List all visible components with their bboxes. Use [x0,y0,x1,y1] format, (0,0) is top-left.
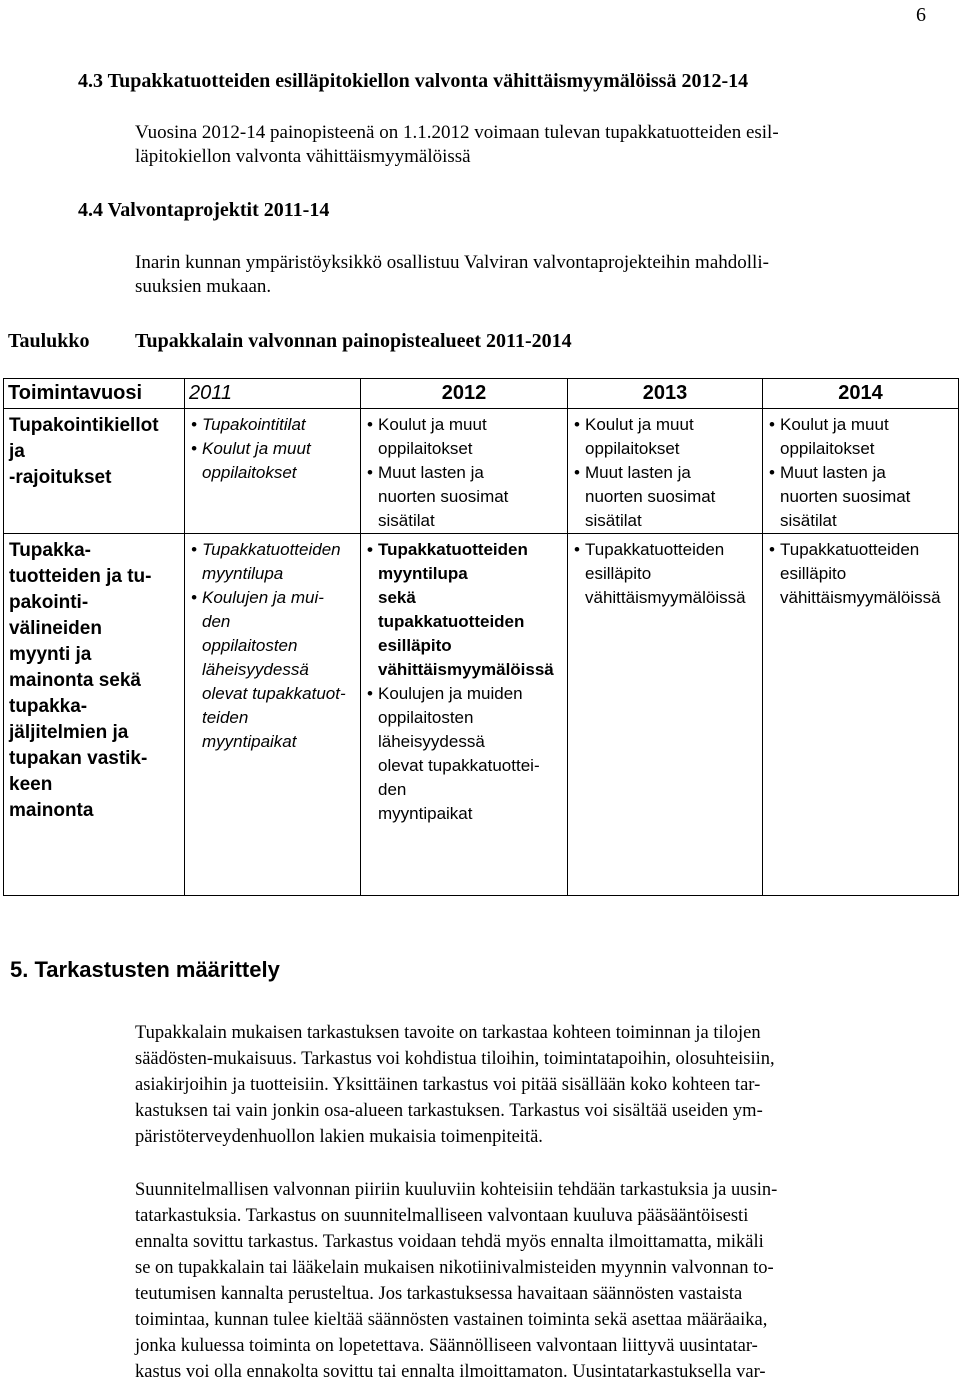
row-head-line: mainonta [9,800,94,821]
row-head-line: -rajoitukset [9,467,112,488]
row-head-line: Tupakointikiellot [9,415,159,436]
paragraph-line: toimintaa, kunnan tulee kieltää säännösten vastainen toiminta sekä asettaa määräaika, [135,1310,768,1330]
cell-2011 [185,534,361,896]
bullet-item: • Tupakointitilat [191,413,356,437]
row-head-line: ja [9,441,25,462]
bullet-item: • Muut lasten ja nuorten suosimat sisätilat [367,461,563,533]
row-head-line: tupakka- [9,696,88,717]
paragraph-line: tatarkastuksia. Tarkastus on suunnitelmalliseen valvontaan kuuluva pääsääntöisesti [135,1206,749,1226]
section-5-paragraph-1 [135,1020,775,1150]
row-head-line: tuotteiden ja tu- [9,566,152,587]
cell-2014 [763,409,959,534]
paragraph-line: kastuksen tai vain jonkin osa-alueen tarkastuksen. Tarkastus voi sisältää useiden ym- [135,1101,763,1121]
section-4-3-line: Vuosina 2012-14 painopisteenä on 1.1.2012 voimaan tulevan tupakkatuotteiden esil- [135,122,779,143]
paragraph-line: päristöterveydenhuollon lakien mukaisia toimenpiteitä. [135,1127,543,1147]
paragraph-line: asiakirjoihin ja tuotteisiin. Yksittäinen tarkastus voi pitää sisällään koko kohteen tar- [135,1075,761,1095]
paragraph-line: säädösten-mukaisuus. Tarkastus voi kohdistua tiloihin, toimintatapoihin, olosuhteisiin, [135,1049,775,1069]
bullet-item: • Tupakkatuotteiden myyntilupa [191,538,356,586]
paragraph-line: ennalta sovittu tarkastus. Tarkastus voidaan tehdä myös ennalta ilmoittamatta, mikäli [135,1232,764,1252]
header-cell-year-label: Toimintavuosi [4,379,185,409]
row-head-line: jäljitelmien ja [9,722,129,743]
focus-areas-table [3,378,959,896]
bullet-item: • Tupakkatuotteiden esilläpito vähittäismyymälöissä [574,538,758,610]
row-head-line: tupakan vastik- [9,748,148,769]
section-5-paragraph-2 [135,1177,777,1385]
row-head-line: välineiden [9,618,102,639]
section-4-3-line: läpitokiellon valvonta vähittäismyymälöissä [135,145,471,167]
row-head-line: mainonta sekä [9,670,141,691]
cell-2012 [361,409,568,534]
table-caption-title: Tupakkalain valvonnan painopistealueet 2011-2014 [135,330,572,352]
row-head-line: Tupakka- [9,540,92,561]
cell-2012 [361,534,568,896]
table-caption-label: Taulukko [8,330,90,352]
cell-2011 [185,409,361,534]
header-cell-2013: 2013 [568,379,763,409]
bullet-item: • Koulujen ja mui- den oppilaitosten läheisyydessä olevat tupakkatuot- teiden myyntipaikat [191,586,356,754]
row-head-line: keen [9,774,53,795]
cell-2014 [763,534,959,896]
table-row-smoking-bans [4,409,959,534]
paragraph-line: kastus voi olla ennakolta sovittu tai ennalta ilmoittamaton. Uusintatarkastuksella var- [135,1362,766,1382]
paragraph-line: Tupakkalain mukaisen tarkastuksen tavoite on tarkastaa kohteen toiminnan ja tilojen [135,1023,761,1043]
cell-2013 [568,409,763,534]
section-5-heading: 5. Tarkastusten määrittely [10,957,280,982]
section-4-3-body [135,121,779,168]
bullet-item: • Tupakkatuotteiden myyntilupa sekä tupakkatuotteiden esilläpito vähittäismyymälöissä [367,538,563,682]
bullet-item: • Koulut ja muut oppilaitokset [191,437,356,485]
row-head-cell [4,534,185,896]
cell-2013 [568,534,763,896]
table-row-sales-marketing [4,534,959,896]
section-4-4-heading: 4.4 Valvontaprojektit 2011-14 [78,199,330,221]
section-4-4-line: suuksien mukaan. [135,275,272,297]
bullet-item: • Koulujen ja muiden oppilaitosten läheisyydessä olevat tupakkatuottei- den myyntipaikat [367,682,563,826]
page-number: 6 [916,4,926,26]
row-head-line: myynti ja [9,644,92,665]
paragraph-line: Suunnitelmallisen valvonnan piiriin kuuluviin kohteisiin tehdään tarkastuksia ja uusin- [135,1180,778,1200]
section-4-4-body [135,251,769,298]
paragraph-line: jonka kuluessa toiminta on lopetettava. Säännölliseen valvontaan liittyvä uusintatar- [135,1336,758,1356]
paragraph-line: teutumisen kannalta perusteltua. Jos tarkastuksessa havaitaan säännösten vastaista [135,1284,743,1304]
header-cell-2011: 2011 [185,379,361,409]
table-header-row [4,379,959,409]
header-cell-2014: 2014 [763,379,959,409]
bullet-item: • Muut lasten ja nuorten suosimat sisätilat [769,461,954,533]
section-4-3-heading: 4.3 Tupakkatuotteiden esilläpitokiellon valvonta vähittäismyymälöissä 2012-14 [78,70,749,92]
bullet-item: • Muut lasten ja nuorten suosimat sisätilat [574,461,758,533]
bullet-item: • Tupakkatuotteiden esilläpito vähittäismyymälöissä [769,538,954,610]
section-4-4-line: Inarin kunnan ympäristöyksikkö osallistuu Valviran valvontaprojekteihin mahdolli- [135,252,769,273]
header-cell-2012: 2012 [361,379,568,409]
bullet-item: • Koulut ja muut oppilaitokset [769,413,954,461]
bullet-item: • Koulut ja muut oppilaitokset [367,413,563,461]
row-head-line: pakointi- [9,592,89,613]
bullet-item: • Koulut ja muut oppilaitokset [574,413,758,461]
paragraph-line: se on tupakkalain tai lääkelain mukaisen nikotiinivalmisteiden myynnin valvonnan to- [135,1258,774,1278]
row-head-cell [4,409,185,534]
